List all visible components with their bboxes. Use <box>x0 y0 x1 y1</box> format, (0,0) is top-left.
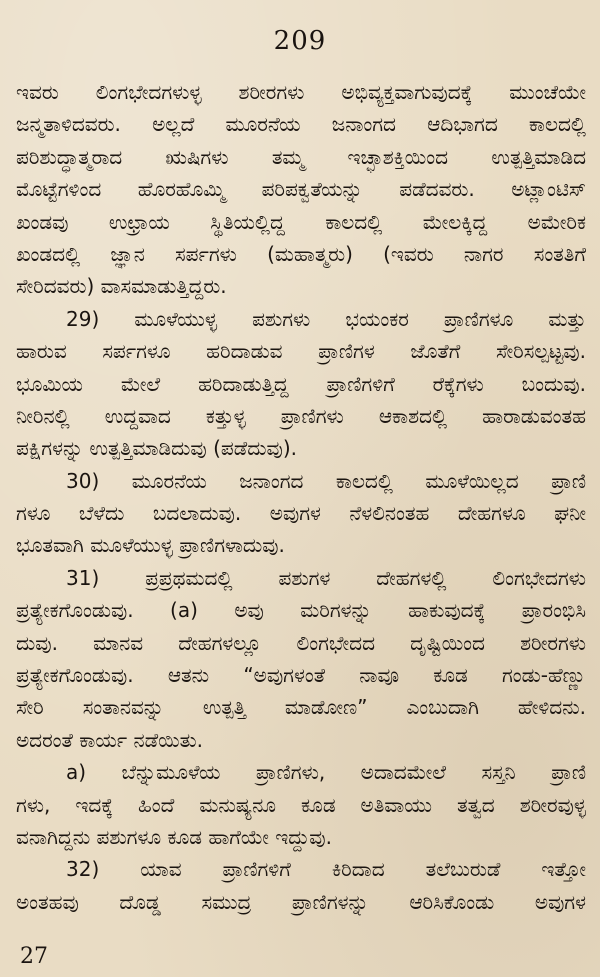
text-line: ಖಂಡದಲ್ಲಿ ಜ್ಞಾನ ಸರ್ಪಗಳು (ಮಹಾತ್ಮರು) (ಇವರು ನಾಗರ ಸಂತತಿಗೆ <box>16 241 586 266</box>
text-line: ವನಾಗಿದ್ದನು ಪಶುಗಳೂ ಕೂಡ ಹಾಗೆಯೇ ಇದ್ದುವು. <box>16 824 332 849</box>
text-line: ಪಕ್ಷಿಗಳನ್ನು ಉತ್ಪತ್ತಿಮಾಡಿದುವು (ಪಡೆದುವು). <box>16 436 297 461</box>
text-line: ಪ್ರತ್ಯೇಕಗೊಂಡುವು. (a) ಅವು ಮರಿಗಳನ್ನು ಹಾಕುವುದಕ್ಕೆ ಪ್ರಾರಂಭಿಸಿ <box>16 598 586 623</box>
paragraph-start: 29) ಮೂಳೆಯುಳ್ಳ ಪಶುಗಳು ಭಯಂಕರ ಪ್ರಾಣಿಗಳೂ ಮತ್ತು <box>66 306 586 331</box>
body-text <box>16 76 586 918</box>
text-line: ದುವು. ಮಾನವ ದೇಹಗಳಲ್ಲೂ ಲಿಂಗಭೇದದ ದೃಷ್ಟಿಯಿಂದ ಶರೀರಗಳು <box>16 630 586 655</box>
paragraph-start: 31) ಪ್ರಪ್ರಥಮದಲ್ಲಿ ಪಶುಗಳ ದೇಹಗಳಲ್ಲಿ ಲಿಂಗಭೇದಗಳು <box>66 565 586 590</box>
text-line: ಸೇರಿ ಸಂತಾನವನ್ನು ಉತ್ಪತ್ತಿ ಮಾಡೋಣ” ಎಂಬುದಾಗಿ ಹೇಳಿದನು. <box>16 695 586 720</box>
paragraph-start: a) ಬೆನ್ನುಮೂಳೆಯ ಪ್ರಾಣಿಗಳು, ಅದಾದಮೇಲೆ ಸಸ್ತನಿ ಪ್ರಾಣಿ <box>66 760 586 785</box>
text-line: ಖಂಡವು ಉಛ್ರಾಯ ಸ್ಥಿತಿಯಲ್ಲಿದ್ದ ಕಾಲದಲ್ಲಿ ಮೇಲಕ್ಕಿದ್ದ ಅಮೇರಿಕ <box>16 209 586 234</box>
paragraph-start: 32) ಯಾವ ಪ್ರಾಣಿಗಳಿಗೆ ಕಿರಿದಾದ ತಲೆಬುರುಡೆ ಇತ್ತೋ <box>66 857 586 882</box>
text-line: ಹಾರುವ ಸರ್ಪಗಳೂ ಹರಿದಾಡುವ ಪ್ರಾಣಿಗಳ ಜೊತೆಗೆ ಸೇರಿಸಲ್ಪಟ್ಟವು. <box>16 339 586 364</box>
page-number: 209 <box>273 26 327 56</box>
text-line: ಗಳೂ ಬೆಳೆದು ಬದಲಾದುವು. ಅವುಗಳ ನೆಳಲಿನಂತಹ ದೇಹಗಳೂ ಘನೀ <box>16 501 586 526</box>
text-line: ಪ್ರತ್ಯೇಕಗೊಂಡುವು. ಆತನು “ಅವುಗಳಂತೆ ನಾವೂ ಕೂಡ ಗಂಡು-ಹೆಣ್ಣು <box>16 663 586 688</box>
text-line: ಪರಿಶುದ್ಧಾತ್ಮರಾದ ಋಷಿಗಳು ತಮ್ಮ ಇಚ್ಛಾಶಕ್ತಿಯಿಂದ ಉತ್ಪತ್ತಿಮಾಡಿದ <box>16 144 586 169</box>
text-line: ಅದರಂತೆ ಕಾರ್ಯ ನಡೆಯಿತು. <box>16 727 203 752</box>
text-line: ಅಂತಹವು ದೊಡ್ಡ ಸಮುದ್ರ ಪ್ರಾಣಿಗಳನ್ನು ಆರಿಸಿಕೊಂಡು ಅವುಗಳ <box>16 889 586 914</box>
text-line: ನೀರಿನಲ್ಲಿ ಉದ್ದವಾದ ಕತ್ತುಳ್ಳ ಪ್ರಾಣಿಗಳು ಆಕಾಶದಲ್ಲಿ ಹಾರಾಡುವಂತಹ <box>16 403 586 428</box>
text-line: ಗಳು, ಇದಕ್ಕೆ ಹಿಂದೆ ಮನುಷ್ಯನೂ ಕೂಡ ಅತಿವಾಯು ತತ್ವದ ಶರೀರವುಳ್ಳ <box>16 792 586 817</box>
text-line: ಇವರು ಲಿಂಗಭೇದಗಳುಳ್ಳ ಶರೀರಗಳು ಅಭಿವ್ಯಕ್ತವಾಗುವುದಕ್ಕೆ ಮುಂಚೆಯೇ <box>16 80 586 104</box>
text-line: ಸೇರಿದವರು) ವಾಸಮಾಡುತ್ತಿದ್ದರು. <box>16 274 227 299</box>
paragraph-start: 30) ಮೂರನೆಯ ಜನಾಂಗದ ಕಾಲದಲ್ಲಿ ಮೂಳೆಯಿಲ್ಲದ ಪ್ರಾಣಿ <box>66 468 586 493</box>
signature-mark: 27 <box>20 944 48 969</box>
text-line: ಭೂಮಿಯ ಮೇಲೆ ಹರಿದಾಡುತ್ತಿದ್ದ ಪ್ರಾಣಿಗಳಿಗೆ ರೆಕ್ಕೆಗಳು ಬಂದುವು. <box>16 371 586 396</box>
text-line: ಭೂತವಾಗಿ ಮೂಳೆಯುಳ್ಳ ಪ್ರಾಣಿಗಳಾದುವು. <box>16 533 285 558</box>
text-line: ಜನ್ಮತಾಳಿದವರು. ಅಲ್ಲದೆ ಮೂರನೆಯ ಜನಾಂಗದ ಆದಿಭಾಗದ ಕಾಲದಲ್ಲಿ <box>16 112 586 137</box>
text-line: ಮೊಟ್ಟೆಗಳಿಂದ ಹೊರಹೊಮ್ಮಿ ಪರಿಪಕ್ವತೆಯನ್ನು ಪಡೆದವರು. ಅಟ್ಲಾಂಟಿಸ್ <box>16 177 586 202</box>
